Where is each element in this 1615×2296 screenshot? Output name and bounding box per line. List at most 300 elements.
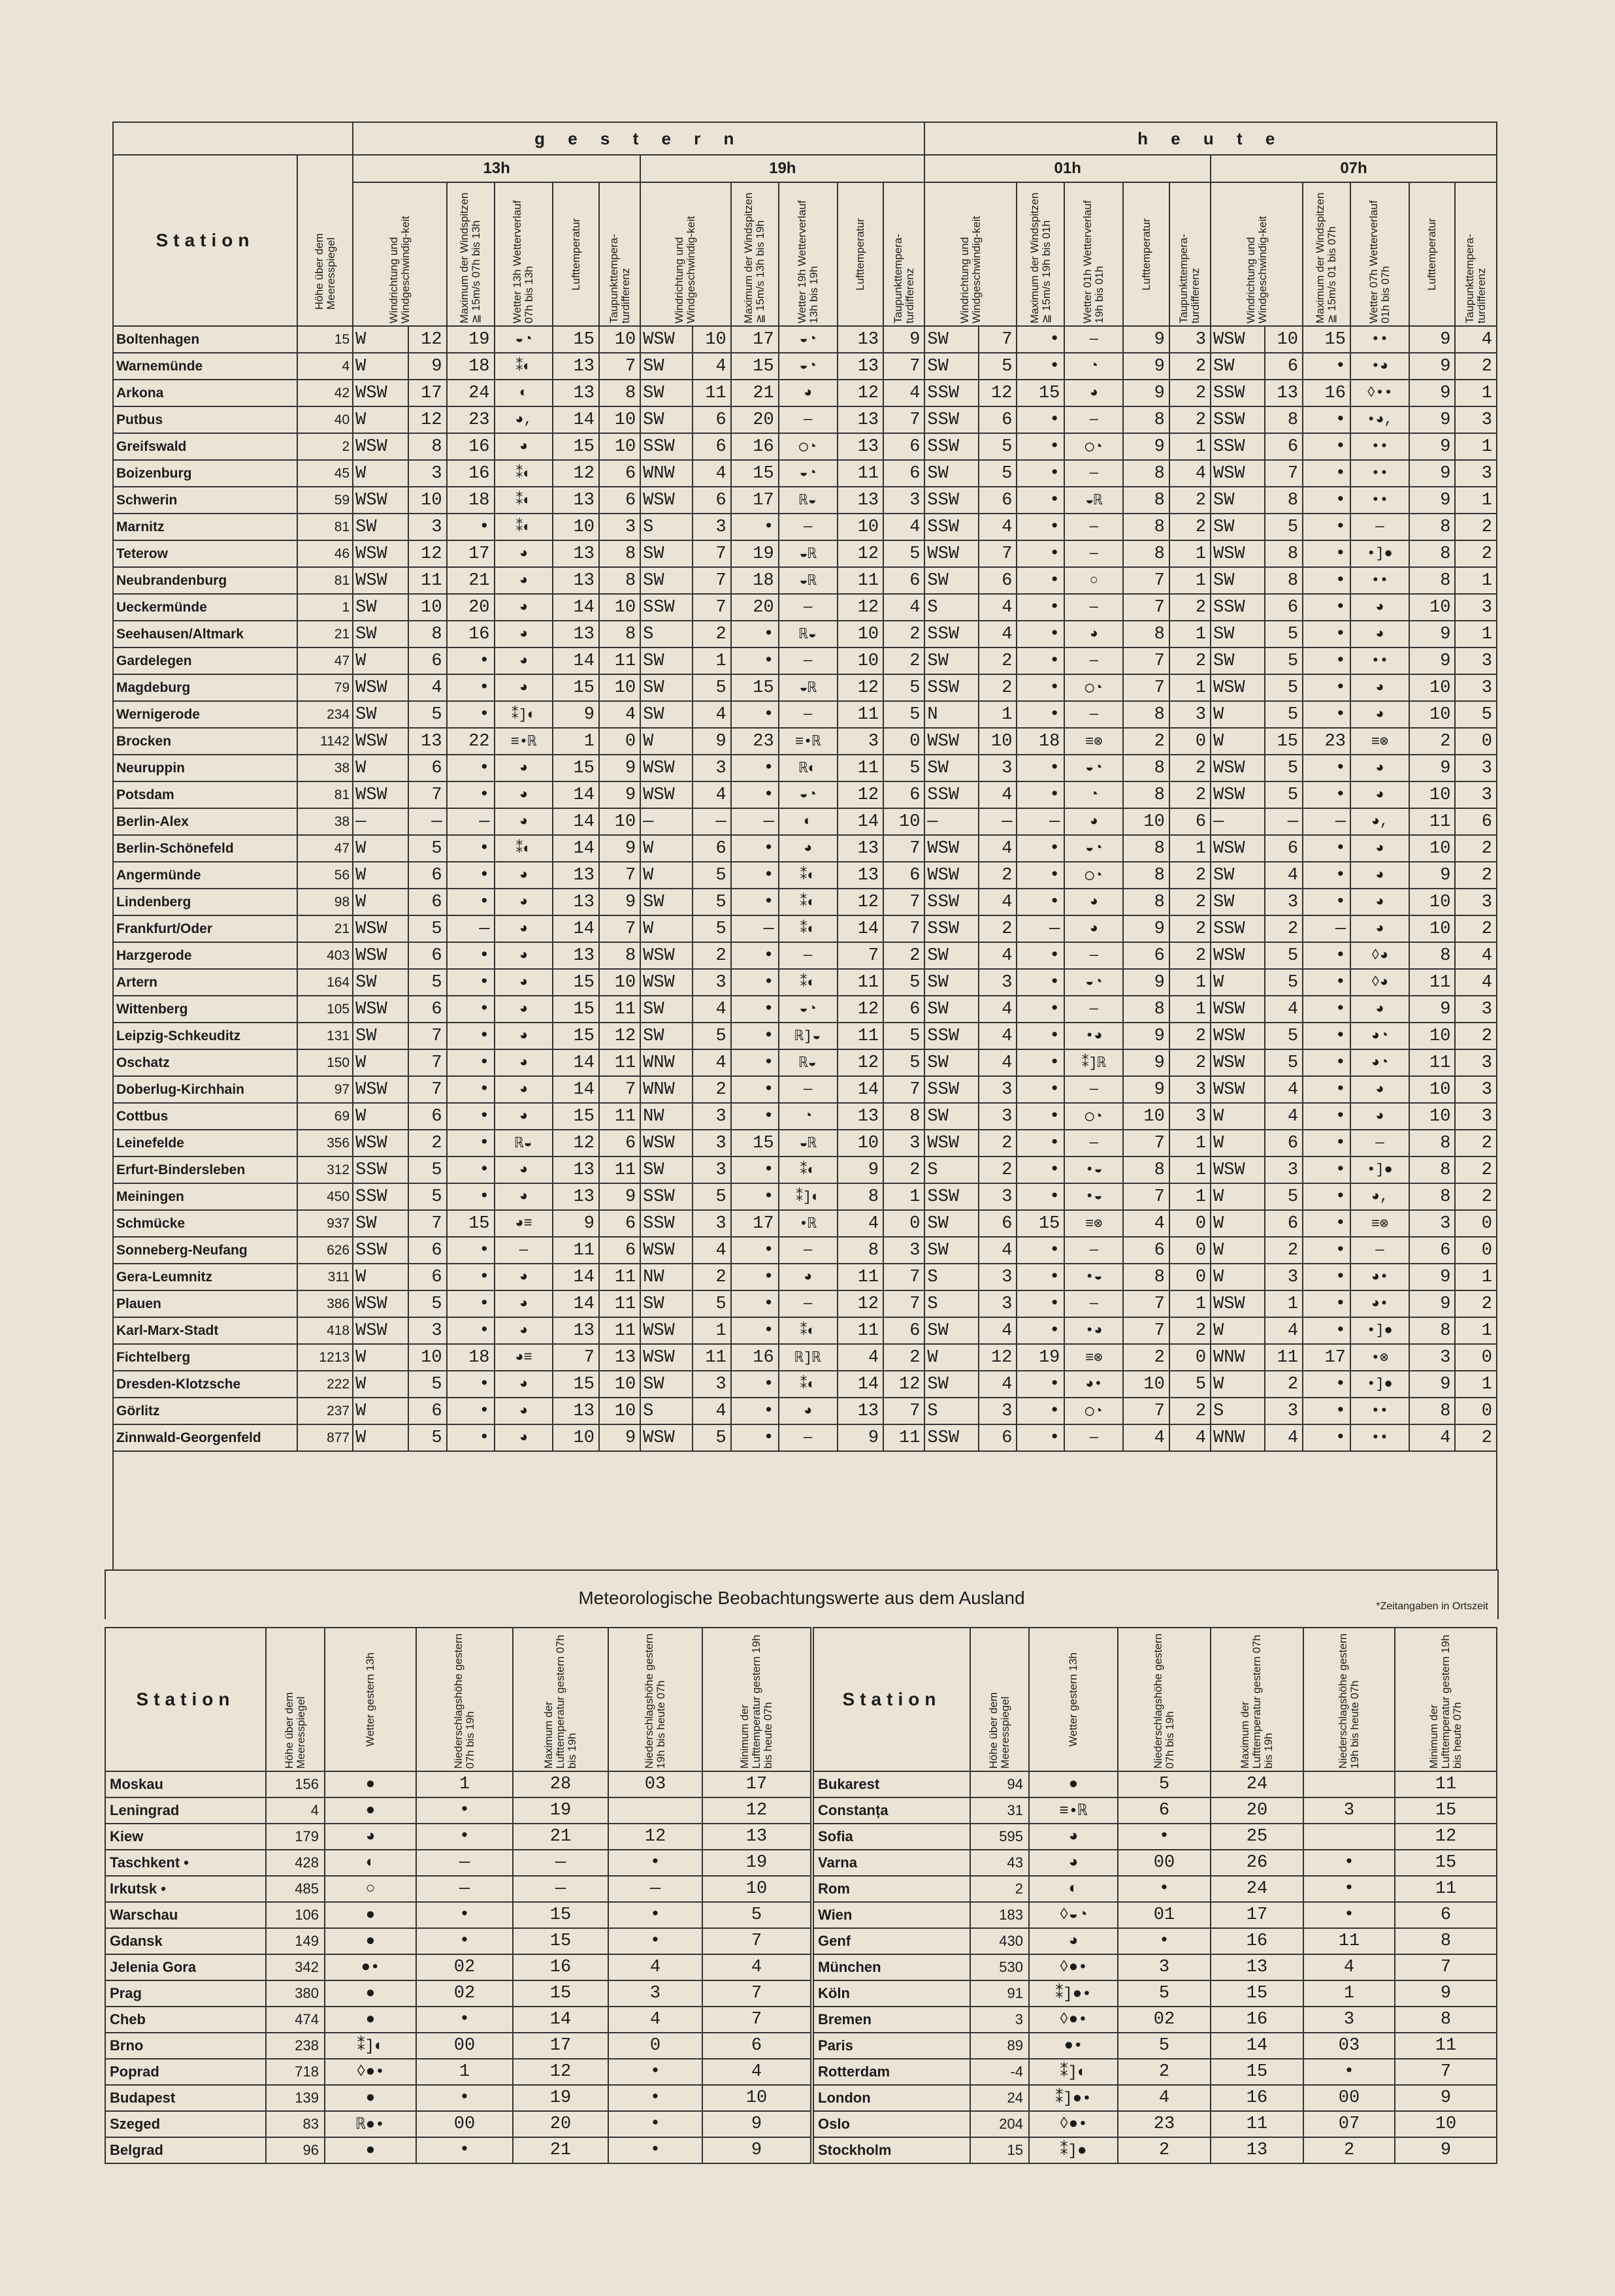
dew-01h: 6 [1169, 808, 1211, 835]
wind-dir-01h: SSW [924, 514, 979, 540]
dew-13h: 10 [599, 594, 640, 621]
weather-13h: ≡•ℝ [495, 728, 553, 755]
temp-07h: 8 [1409, 514, 1456, 540]
table-row [105, 1771, 811, 1797]
temp-01h: 9 [1123, 969, 1169, 996]
dew-13h: 4 [599, 701, 640, 728]
precipitation-night: • [608, 2085, 702, 2111]
wind-dir-19h: SW [640, 1290, 693, 1317]
height: 83 [266, 2111, 325, 2137]
dew-19h: 9 [883, 326, 924, 353]
precipitation-night: 3 [608, 1980, 702, 2007]
temp-13h: 12 [553, 460, 599, 487]
weather-13h: ℝ●• [325, 2111, 416, 2137]
gust-01h: • [1017, 969, 1064, 996]
weather-13h: ◕ [495, 942, 553, 969]
precipitation-day: 2 [1118, 2059, 1211, 2085]
weather-13h: ◊●• [1029, 1954, 1118, 1980]
table-row [105, 1902, 811, 1928]
precipitation-day: 00 [1118, 1850, 1211, 1876]
temp-01h: 8 [1123, 1156, 1169, 1183]
weather-07h: •]● [1350, 1317, 1409, 1344]
wind-dir-01h: SW [924, 353, 979, 380]
wind-speed-01h: 6 [979, 406, 1017, 433]
station-name: Leinefelde [113, 1130, 297, 1156]
weather-07h: •• [1350, 567, 1409, 594]
wind-dir-19h: WSW [640, 1424, 693, 1451]
wind-speed-07h: 3 [1265, 1156, 1303, 1183]
gust-13h: • [447, 781, 495, 808]
wind-speed-07h: 4 [1265, 1424, 1303, 1451]
height: 3 [970, 2007, 1029, 2033]
temp-13h: 14 [553, 1290, 599, 1317]
precipitation-night: 2 [1303, 2137, 1395, 2163]
temp-07h: 8 [1409, 1183, 1456, 1210]
wind-speed-07h: — [1265, 808, 1303, 835]
precipitation-night: • [1303, 1876, 1395, 1902]
weather-01h: ◒◔ [1064, 835, 1123, 862]
max-temperature: 19 [513, 1797, 608, 1824]
table-row [113, 514, 1497, 540]
weather-13h: ◕ [495, 1076, 553, 1103]
weather-01h: — [1064, 1290, 1123, 1317]
wind-dir-07h: S [1211, 1398, 1265, 1424]
weather-07h: ◕◔ [1350, 1023, 1409, 1049]
gust-19h: • [731, 1156, 779, 1183]
temp-19h: 10 [838, 648, 884, 674]
wind-speed-07h: 5 [1265, 969, 1303, 996]
weather-13h: ○ [325, 1876, 416, 1902]
temp-07h: 6 [1409, 1237, 1456, 1264]
station-name: Berlin-Alex [113, 808, 297, 835]
gust-13h: • [447, 969, 495, 996]
dew-19h: 4 [883, 594, 924, 621]
gust-13h: • [447, 701, 495, 728]
weather-01h: ◯◔ [1064, 1103, 1123, 1130]
station-name: Harzgerode [113, 942, 297, 969]
wind-speed-13h: 6 [408, 755, 446, 781]
temp-19h: 4 [838, 1344, 884, 1371]
wind-dir-01h: SSW [924, 433, 979, 460]
dew-01h: 2 [1169, 648, 1211, 674]
dew-19h: 2 [883, 1156, 924, 1183]
weather-01h: — [1064, 514, 1123, 540]
precipitation-day: • [416, 2085, 513, 2111]
precipitation-day: 1 [416, 1771, 513, 1797]
precipitation-day: • [1118, 1928, 1211, 1954]
temp-01h: 4 [1123, 1210, 1169, 1237]
gust-13h: • [447, 996, 495, 1023]
temp-07h: 9 [1409, 1371, 1456, 1398]
weather-19h: ◒ℝ [779, 674, 838, 701]
temp-19h: 14 [838, 1371, 884, 1398]
weather-07h: ◊◕ [1350, 942, 1409, 969]
gust-19h: • [731, 1183, 779, 1210]
dew-01h: 2 [1169, 594, 1211, 621]
wind-speed-01h: 6 [979, 487, 1017, 514]
wind-dir-01h: SW [924, 1210, 979, 1237]
wind-dir-01h: S [924, 1264, 979, 1290]
temp-01h: 8 [1123, 755, 1169, 781]
dew-13h: 11 [599, 1049, 640, 1076]
weather-07h: ◊◕ [1350, 969, 1409, 996]
weather-07h: ≡⊗ [1350, 728, 1409, 755]
weather-01h: ≡⊗ [1064, 1210, 1123, 1237]
gust-01h: • [1017, 567, 1064, 594]
gust-01h: • [1017, 487, 1064, 514]
precipitation-day: — [416, 1850, 513, 1876]
height: 311 [297, 1264, 353, 1290]
height: 485 [266, 1876, 325, 1902]
wind-speed-07h: 1 [1265, 1290, 1303, 1317]
height: 183 [970, 1902, 1029, 1928]
dew-07h: 2 [1455, 353, 1497, 380]
precipitation-night: • [1303, 2059, 1395, 2085]
gust-19h-header: Maximum der Windspitzen ≧ 15m/s 13h bis 19h [731, 182, 779, 326]
gust-19h: 16 [731, 433, 779, 460]
precipitation-night: 4 [608, 2007, 702, 2033]
gust-01h: • [1017, 621, 1064, 648]
max-temperature: 14 [1211, 2033, 1303, 2059]
wind-speed-19h: 10 [693, 326, 730, 353]
temp-13h: 1 [553, 728, 599, 755]
dew-01h: 5 [1169, 1371, 1211, 1398]
max-temperature: 21 [513, 2137, 608, 2163]
wind-dir-07h: SSW [1211, 594, 1265, 621]
temp-19h: 13 [838, 326, 884, 353]
dew-13h-header: Taupunkttempera-turdifferenz [599, 182, 640, 326]
weather-19h: ◐ [779, 808, 838, 835]
gust-01h: • [1017, 701, 1064, 728]
wind-speed-19h: 5 [693, 915, 730, 942]
wind-dir-13h: WSW [353, 728, 408, 755]
temp-13h: 13 [553, 353, 599, 380]
gust-07h-header: Maximum der Windspitzen ≧ 15m/s 01 bis 07h [1303, 182, 1350, 326]
wind-dir-13h: SW [353, 1210, 408, 1237]
dew-19h: 5 [883, 755, 924, 781]
wind-speed-13h: 5 [408, 1290, 446, 1317]
gust-19h: • [731, 514, 779, 540]
wind-speed-07h: 5 [1265, 1023, 1303, 1049]
wind-dir-13h: WSW [353, 1130, 408, 1156]
dew-07h: 5 [1455, 701, 1497, 728]
wind-dir-19h: W [640, 728, 693, 755]
precipitation-night: 07 [1303, 2111, 1395, 2137]
min-temperature: 10 [702, 1876, 811, 1902]
weather-01h: •◕ [1064, 1317, 1123, 1344]
temp-19h: 11 [838, 567, 884, 594]
wind-dir-19h: SW [640, 889, 693, 915]
wind-dir-07h: WSW [1211, 1156, 1265, 1183]
wind-speed-19h: 1 [693, 648, 730, 674]
wind-speed-13h: 10 [408, 1344, 446, 1371]
temp-07h: 9 [1409, 996, 1456, 1023]
temp-19h: 9 [838, 1156, 884, 1183]
wind-dir-01h: SW [924, 1237, 979, 1264]
max-temperature: 13 [1211, 2137, 1303, 2163]
gust-07h: • [1303, 406, 1350, 433]
precipitation-night: 3 [1303, 2007, 1395, 2033]
temp-01h: 8 [1123, 487, 1169, 514]
max-temperature: 16 [1211, 1928, 1303, 1954]
wind-speed-07h: 2 [1265, 1371, 1303, 1398]
station-name: Karl-Marx-Stadt [113, 1317, 297, 1344]
height: 59 [297, 487, 353, 514]
temp-01h: 8 [1123, 1264, 1169, 1290]
wind-speed-13h: 6 [408, 648, 446, 674]
gust-19h: 15 [731, 460, 779, 487]
height: 97 [297, 1076, 353, 1103]
weather-13h: ●• [325, 1954, 416, 1980]
table-row [113, 594, 1497, 621]
wind-speed-13h: 6 [408, 889, 446, 915]
wind-speed-19h: 5 [693, 1183, 730, 1210]
period-01h-header: 01h [924, 155, 1211, 182]
gust-07h: • [1303, 1130, 1350, 1156]
wind-dir-07h: WSW [1211, 1023, 1265, 1049]
gust-07h: • [1303, 674, 1350, 701]
wind-speed-13h: 4 [408, 674, 446, 701]
station-name: Greifswald [113, 433, 297, 460]
wind-dir-13h: WSW [353, 996, 408, 1023]
dew-07h: 4 [1455, 969, 1497, 996]
gust-19h: • [731, 1371, 779, 1398]
precipitation-day: 00 [416, 2033, 513, 2059]
gust-07h: • [1303, 1103, 1350, 1130]
foreign-right-height-header: Höhe über dem Meeresspiegel [970, 1628, 1029, 1771]
wind-dir-01h: SSW [924, 487, 979, 514]
weather-13h: ◕ [495, 862, 553, 889]
weather-19h: — [779, 1076, 838, 1103]
weather-13h: ◕≡ [495, 1344, 553, 1371]
dew-19h: 6 [883, 1317, 924, 1344]
wind-speed-01h: 4 [979, 835, 1017, 862]
precipitation-day: • [416, 2137, 513, 2163]
table-row [113, 996, 1497, 1023]
temp-01h: 10 [1123, 808, 1169, 835]
wind-speed-19h: 4 [693, 1398, 730, 1424]
wind-dir-01h: SW [924, 969, 979, 996]
wind-dir-19h: S [640, 514, 693, 540]
gust-19h: • [731, 942, 779, 969]
wind-dir-01h: SW [924, 460, 979, 487]
gust-01h-header: Maximum der Windspitzen ≧ 15m/s 19h bis 01h [1017, 182, 1064, 326]
height: 38 [297, 808, 353, 835]
temp-13h: 15 [553, 433, 599, 460]
temp-01h: 8 [1123, 460, 1169, 487]
table-row [105, 2007, 811, 2033]
temp-01h: 9 [1123, 1076, 1169, 1103]
wind-dir-07h: W [1211, 1103, 1265, 1130]
gust-13h: • [447, 1183, 495, 1210]
weather-07h: ◕ [1350, 1076, 1409, 1103]
precipitation-night: 4 [608, 1954, 702, 1980]
gust-07h: • [1303, 460, 1350, 487]
weather-01h: — [1064, 996, 1123, 1023]
wind-speed-01h: 4 [979, 889, 1017, 915]
weather-19h: — [779, 1237, 838, 1264]
wind-speed-01h: 4 [979, 594, 1017, 621]
precipitation-night: • [608, 2137, 702, 2163]
height: 1213 [297, 1344, 353, 1371]
dew-07h: 3 [1455, 648, 1497, 674]
dew-19h: 5 [883, 969, 924, 996]
weather-01h: ◔ [1064, 353, 1123, 380]
wind-dir-01h: WSW [924, 862, 979, 889]
height: 79 [297, 674, 353, 701]
wind-speed-13h: 7 [408, 1049, 446, 1076]
weather-01h: — [1064, 326, 1123, 353]
temp-01h: 7 [1123, 567, 1169, 594]
height: 81 [297, 781, 353, 808]
wind-speed-01h: 12 [979, 1344, 1017, 1371]
table-row [113, 460, 1497, 487]
temp-19h: 9 [838, 1424, 884, 1451]
station-name: Neuruppin [113, 755, 297, 781]
wind-speed-13h: 5 [408, 701, 446, 728]
gust-01h: • [1017, 755, 1064, 781]
temp-19h: 12 [838, 594, 884, 621]
gust-13h: • [447, 648, 495, 674]
station-name: Meiningen [113, 1183, 297, 1210]
gust-01h: • [1017, 1183, 1064, 1210]
temp-19h: 12 [838, 674, 884, 701]
temp-01h: 6 [1123, 942, 1169, 969]
wind-dir-19h: S [640, 621, 693, 648]
temp-01h: 8 [1123, 540, 1169, 567]
wind-dir-07h: WSW [1211, 835, 1265, 862]
wind-dir-19h: WSW [640, 942, 693, 969]
wind-speed-13h: 10 [408, 594, 446, 621]
gust-13h: — [447, 808, 495, 835]
temp-01h: 8 [1123, 514, 1169, 540]
table-row [105, 2059, 811, 2085]
wind-dir-13h: WSW [353, 1290, 408, 1317]
gust-19h: 15 [731, 353, 779, 380]
table-row [113, 1237, 1497, 1264]
wind-speed-01h: 5 [979, 433, 1017, 460]
wind-speed-13h: 5 [408, 1371, 446, 1398]
weather-01h: — [1064, 648, 1123, 674]
dew-07h: 2 [1455, 862, 1497, 889]
wind-dir-07h: W [1211, 969, 1265, 996]
weather-07h: — [1350, 514, 1409, 540]
weather-13h: ⁑]◐ [495, 701, 553, 728]
station-name: München [813, 1954, 970, 1980]
temp-13h: 15 [553, 969, 599, 996]
wind-dir-01h: — [924, 808, 979, 835]
wind-dir-07h: SSW [1211, 915, 1265, 942]
table-row [113, 889, 1497, 915]
weather-01h: •◒ [1064, 1156, 1123, 1183]
wind-dir-19h: W [640, 835, 693, 862]
wind-dir-01h: SSW [924, 406, 979, 433]
dew-07h: 2 [1455, 1424, 1497, 1451]
dew-07h: 1 [1455, 433, 1497, 460]
dew-07h: 2 [1455, 514, 1497, 540]
weather-13h: ⁑◐ [495, 514, 553, 540]
station-name: Boltenhagen [113, 326, 297, 353]
wind-dir-07h: SW [1211, 514, 1265, 540]
wind-speed-07h: 8 [1265, 567, 1303, 594]
dew-19h: 4 [883, 514, 924, 540]
table-row [813, 1771, 1497, 1797]
station-name: Gdansk [105, 1928, 266, 1954]
temp-13h: 7 [553, 1344, 599, 1371]
temp-13h: 13 [553, 487, 599, 514]
dew-01h: 2 [1169, 1049, 1211, 1076]
weather-19h: ◔ [779, 1103, 838, 1130]
gust-01h: 19 [1017, 1344, 1064, 1371]
weather-19h: — [779, 406, 838, 433]
weather-01h: •◒ [1064, 1264, 1123, 1290]
wind-dir-07h: SSW [1211, 433, 1265, 460]
height: 47 [297, 648, 353, 674]
wind-dir-13h: SSW [353, 1156, 408, 1183]
weather-19h: ◕ [779, 380, 838, 406]
height: 89 [970, 2033, 1029, 2059]
temp-19h-header: Lufttemperatur [838, 182, 884, 326]
dew-19h: 8 [883, 1103, 924, 1130]
dew-01h: 3 [1169, 326, 1211, 353]
dew-19h: 7 [883, 406, 924, 433]
foreign-right-station-header: Station [813, 1628, 970, 1771]
precipitation-day: 1 [416, 2059, 513, 2085]
height: 15 [297, 326, 353, 353]
weather-13h: ● [325, 2137, 416, 2163]
dew-19h: 3 [883, 1130, 924, 1156]
station-name: Paris [813, 2033, 970, 2059]
wind-dir-13h: SW [353, 969, 408, 996]
temp-01h: 7 [1123, 1130, 1169, 1156]
dew-07h: 3 [1455, 460, 1497, 487]
dew-07h: 1 [1455, 1264, 1497, 1290]
gust-19h: 19 [731, 540, 779, 567]
temp-01h: 7 [1123, 1317, 1169, 1344]
temp-07h: 2 [1409, 728, 1456, 755]
weather-01h: ≡⊗ [1064, 728, 1123, 755]
wind-dir-01h: N [924, 701, 979, 728]
gust-19h: • [731, 1290, 779, 1317]
table-row [813, 2137, 1497, 2163]
station-name: Görlitz [113, 1398, 297, 1424]
wind-dir-07h: SW [1211, 621, 1265, 648]
weather-07h: ◕◔ [1350, 1049, 1409, 1076]
station-name: Potsdam [113, 781, 297, 808]
dew-19h: 5 [883, 1023, 924, 1049]
temp-19h: 13 [838, 1398, 884, 1424]
wind-speed-07h: 7 [1265, 460, 1303, 487]
wind-speed-13h: 6 [408, 1103, 446, 1130]
foreign-right-precip1-header: Niederschlagshöhe gestern 07h bis 19h [1118, 1628, 1211, 1771]
min-temperature: 12 [1395, 1824, 1497, 1850]
height: 626 [297, 1237, 353, 1264]
table-row [813, 1954, 1497, 1980]
height: 42 [297, 380, 353, 406]
gust-19h: • [731, 1103, 779, 1130]
weather-13h: ◕ [495, 567, 553, 594]
dew-07h: 3 [1455, 406, 1497, 433]
height: 179 [266, 1824, 325, 1850]
temp-07h: 9 [1409, 460, 1456, 487]
weather-07h: ◕ [1350, 701, 1409, 728]
table-row [113, 674, 1497, 701]
wind-speed-19h: 5 [693, 862, 730, 889]
table-row [113, 648, 1497, 674]
temp-01h: 2 [1123, 1344, 1169, 1371]
wind-dir-13h: W [353, 1398, 408, 1424]
table-row [113, 1049, 1497, 1076]
